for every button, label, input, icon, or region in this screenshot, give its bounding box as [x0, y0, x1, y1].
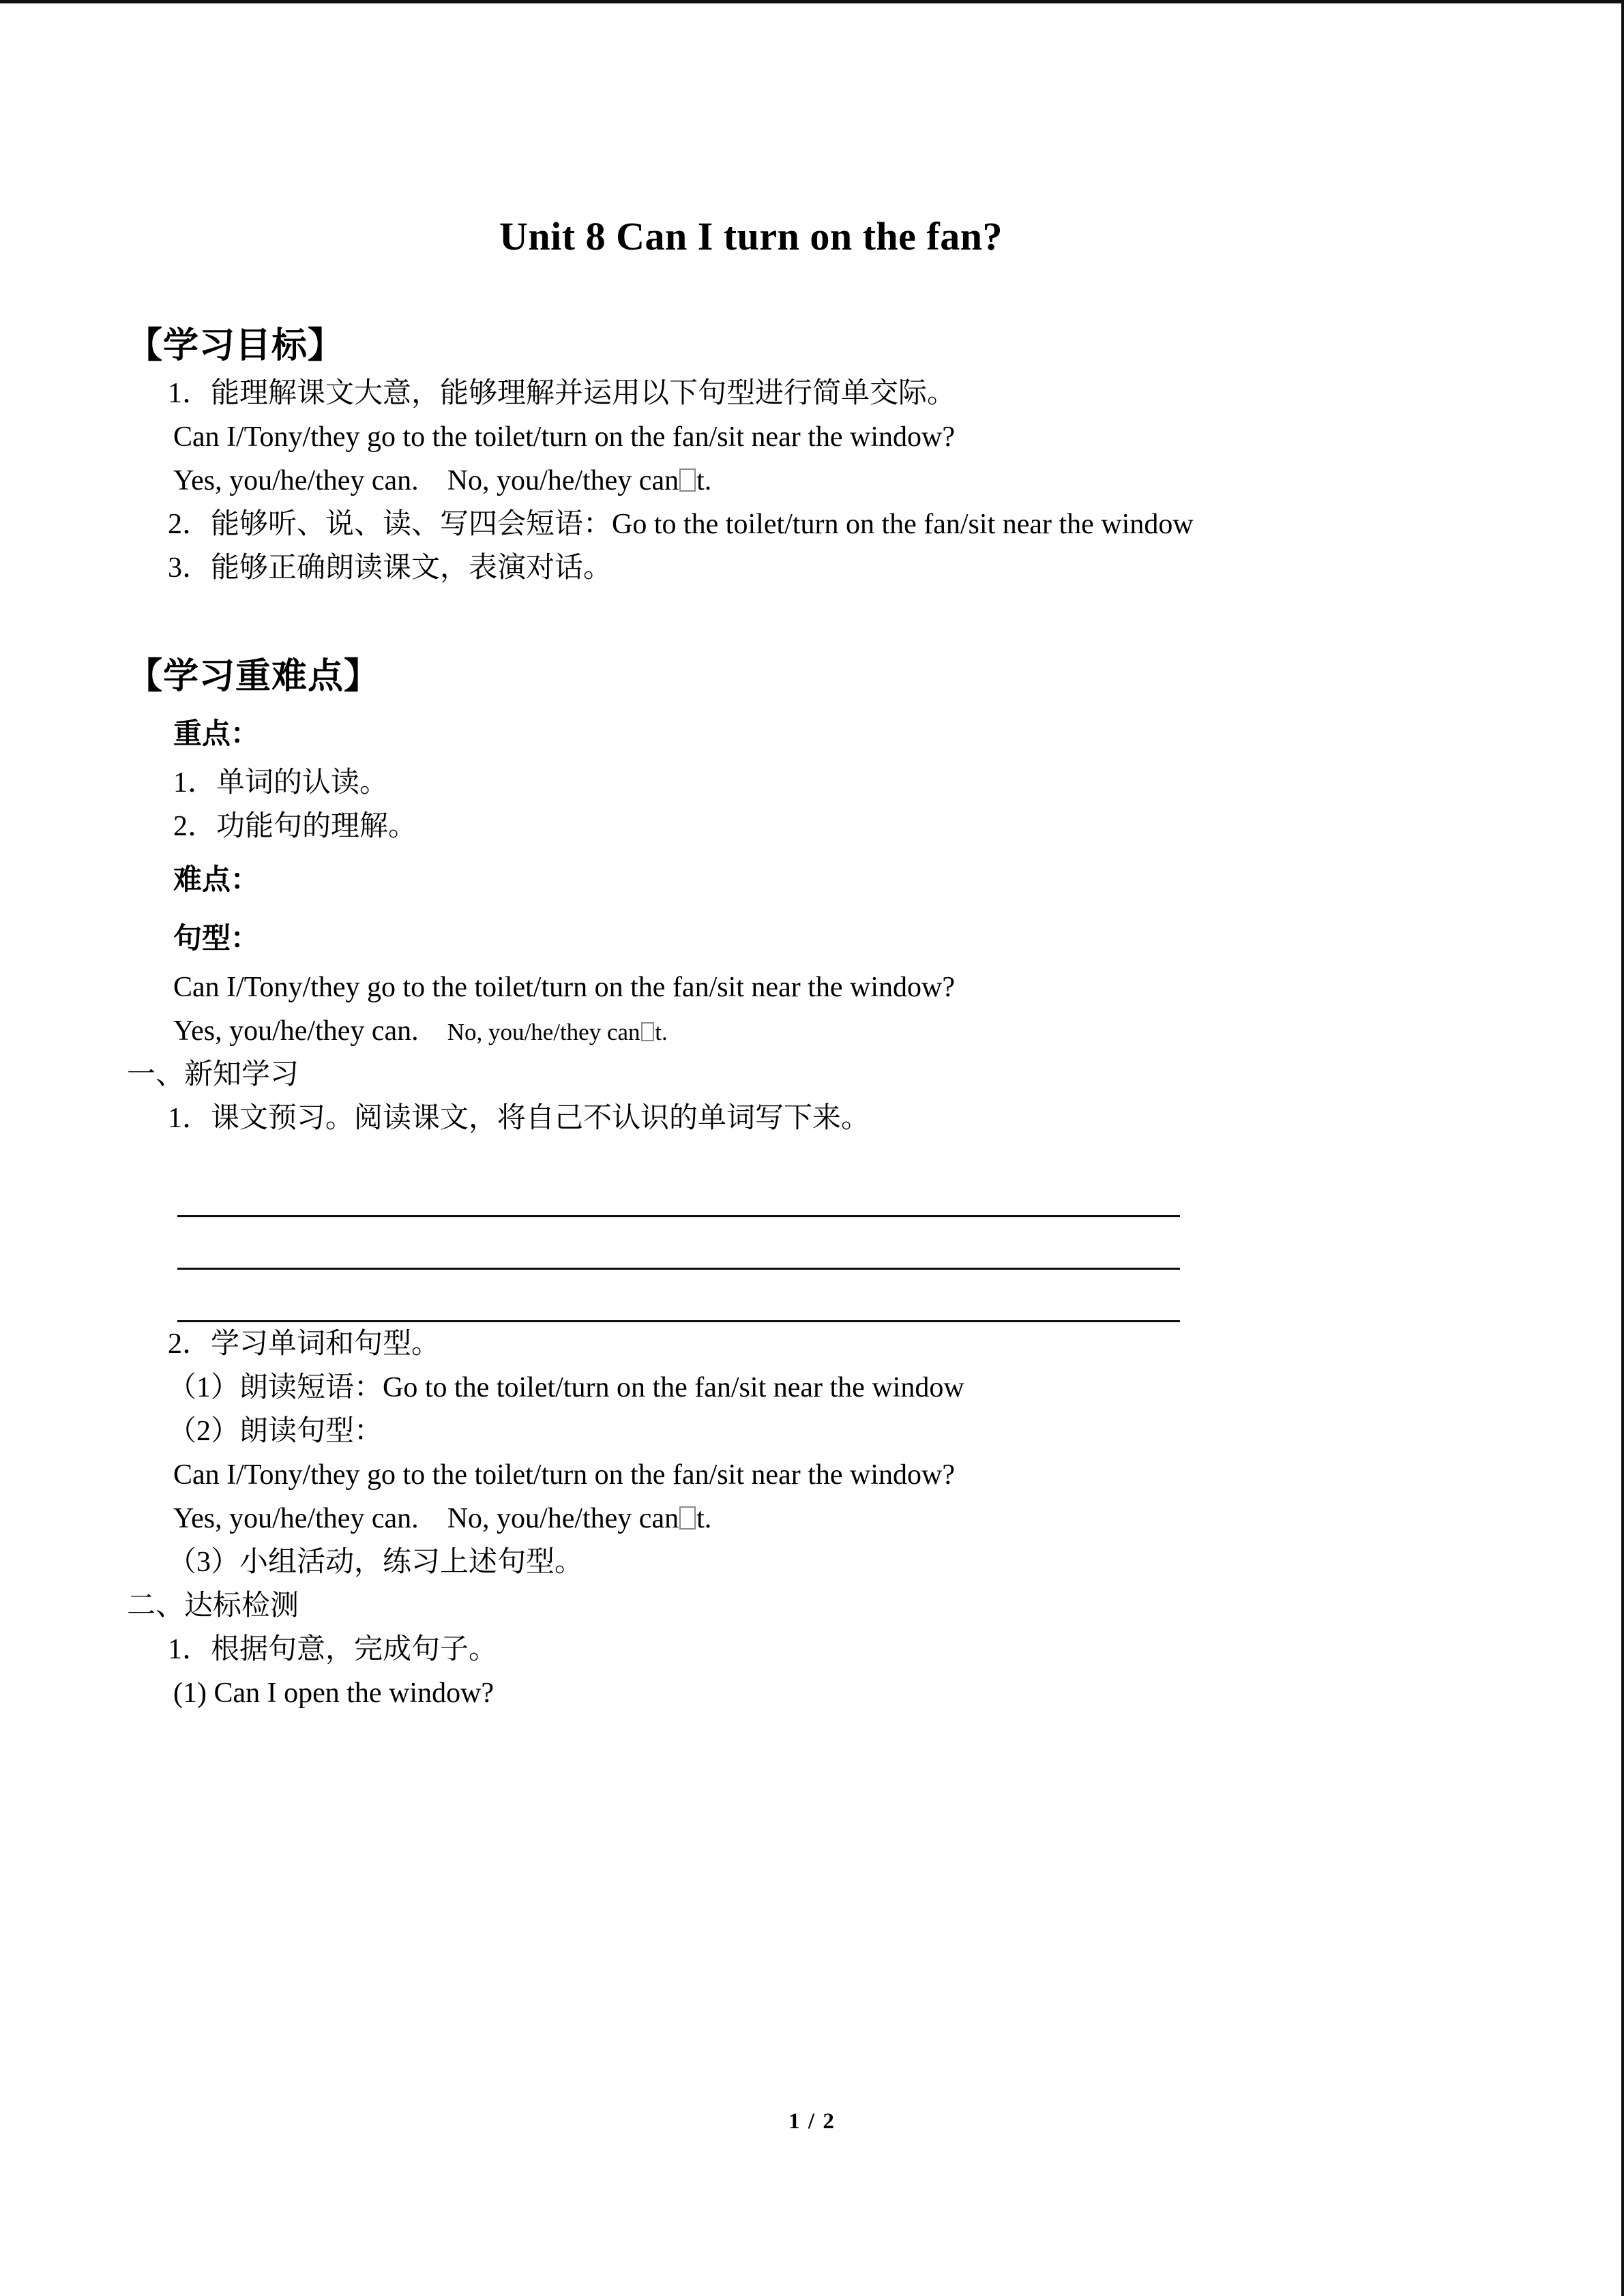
key-points-nandian-label: 难点：	[173, 865, 260, 896]
key-points-answers	[127, 1009, 1423, 1053]
missing-glyph-icon	[679, 1506, 696, 1530]
key-points-zhongdian-label: 重点：	[173, 719, 260, 750]
section-heading-objectives: 【学习目标】	[127, 327, 344, 366]
new-learning-item-2: 2．学习单词和句型。	[168, 1328, 441, 1360]
new-learning-item-1: 1．课文预习。阅读课文，将自己不认识的单词写下来。	[168, 1103, 870, 1134]
section-heading-assessment: 二、达标检测	[127, 1590, 299, 1622]
document-body	[127, 3, 1423, 1715]
assessment-item-1: 1．根据句意，完成句子。	[168, 1634, 498, 1665]
objective-answer-no-prefix: No, you/he/they can	[447, 465, 679, 496]
key-points-answer-no-prefix: No, you/he/they can	[447, 1019, 640, 1045]
answer-blank-line[interactable]	[177, 1165, 1180, 1217]
answer-blank-line[interactable]	[177, 1217, 1180, 1270]
new-learning-answer-yes: Yes, you/he/they can.	[173, 1503, 419, 1534]
key-points-answer-no-suffix: t.	[655, 1019, 668, 1045]
section-heading-new-learning: 一、新知学习	[127, 1059, 299, 1090]
page-number-footer: 1 / 2	[788, 2109, 836, 2134]
key-points-zhongdian-2: 2．功能句的理解。	[173, 811, 417, 842]
key-points-answer-yes: Yes, you/he/they can.	[173, 1015, 419, 1047]
key-points-pattern-question: Can I/Tony/they go to the toilet/turn on the fan/sit near the window?	[173, 972, 955, 1003]
new-learning-sub-3: （3）小组活动，练习上述句型。	[168, 1547, 584, 1578]
objective-answer-yes: Yes, you/he/they can.	[173, 465, 419, 496]
answer-blank-line[interactable]	[177, 1270, 1180, 1322]
new-learning-answer-no-suffix: t.	[696, 1503, 712, 1534]
objective-answer-no-suffix: t.	[696, 465, 712, 496]
objective-pattern-question: Can I/Tony/they go to the toilet/turn on the fan/sit near the window?	[173, 421, 955, 453]
objective-answers	[127, 459, 1423, 503]
key-points-juxing-label: 句型：	[173, 923, 260, 955]
objective-item-1: 1．能理解课文大意，能够理解并运用以下句型进行简单交际。	[168, 378, 956, 409]
answer-blank-group	[127, 1140, 1423, 1322]
page-title: Unit 8 Can I turn on the fan?	[499, 214, 1003, 258]
new-learning-sub-2: （2）朗读句型：	[168, 1416, 383, 1447]
missing-glyph-icon	[641, 1022, 655, 1041]
new-learning-pattern-question: Can I/Tony/they go to the toilet/turn on the fan/sit near the window?	[173, 1459, 955, 1491]
new-learning-sub-1: （1）朗读短语：Go to the toilet/turn on the fan/sit near the window	[168, 1372, 964, 1403]
assessment-question-1: (1) Can I open the window?	[173, 1678, 494, 1709]
new-learning-answers	[127, 1497, 1423, 1540]
new-learning-answer-no-prefix: No, you/he/they can	[447, 1503, 679, 1534]
objective-item-3: 3．能够正确朗读课文，表演对话。	[168, 552, 612, 584]
section-heading-key-points: 【学习重难点】	[127, 657, 381, 696]
objective-item-2: 2．能够听、说、读、写四会短语：Go to the toilet/turn on the fan/sit near the window	[168, 509, 1194, 540]
key-points-zhongdian-1: 1．单词的认读。	[173, 767, 389, 799]
missing-glyph-icon	[679, 468, 696, 492]
